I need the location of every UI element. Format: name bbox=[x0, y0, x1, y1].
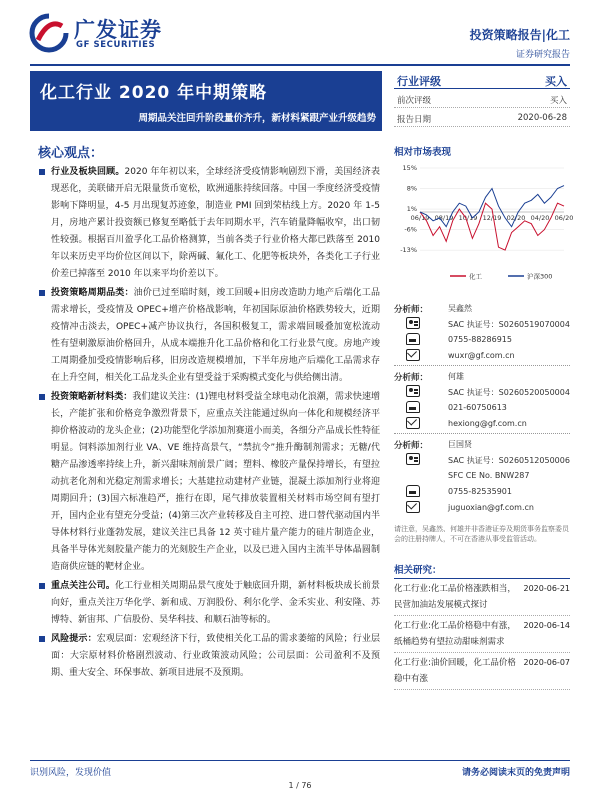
report-subtype: 证券研究报告 bbox=[515, 50, 570, 60]
chart-title: 相对市场表现 bbox=[394, 147, 452, 158]
rating-row-label: 前次评级 bbox=[397, 96, 432, 106]
related-title: 相关研究： bbox=[394, 562, 570, 579]
bullet-icon bbox=[39, 583, 45, 589]
x-tick-label: 04/20 bbox=[530, 214, 550, 222]
page-header bbox=[0, 0, 600, 70]
bullet-icon bbox=[39, 636, 45, 642]
analyst-email[interactable]: juguoxian@gf.com.cn bbox=[448, 503, 534, 512]
analyst-name-row bbox=[394, 436, 570, 452]
analyst-sac-row bbox=[394, 452, 570, 468]
analyst-sac: SAC 执证号：S0260519070004 bbox=[448, 320, 570, 329]
analyst-sfc-row bbox=[394, 468, 570, 484]
x-tick-label: 02/20 bbox=[506, 214, 526, 222]
series-line-chemical bbox=[420, 203, 564, 250]
mail-icon bbox=[406, 417, 420, 429]
paragraph-lead: 行业及板块回顾。 bbox=[51, 167, 125, 177]
related-item[interactable] bbox=[394, 616, 570, 653]
paragraph-text: 油价已过至暗时刻，竣工回暖+旧房改造助力地产后端化工品需求增长，受疫情及 OPEC+增产价格战影响，年初国际原油价格跌势较大，近期疫情冲击淡去，OPEC+减产协议执行，各国积极复工，需求端回暖叠加宽松流动性有望刺激原油价格回升，从成本端推升化工品价格和化工行业景气度。房地产竣工周期叠加受疫情影响后移，旧房改造规模增加，下半年房地产后端化工品需求存在上升空间，相关化工品龙头企业有望受益于采购模式变化与供给侧出清。 bbox=[51, 288, 380, 383]
analyst-disclaimer: 请注意，吴鑫然、何雄并非香港证券及期货事务监察委员会的注册持牌人，不可在香港从事受监管活动。 bbox=[394, 525, 569, 543]
header-divider bbox=[30, 64, 570, 66]
legend-label: 沪深300 bbox=[527, 272, 553, 281]
logo-text-en: GF SECURITIES bbox=[76, 40, 156, 50]
paragraph-lead: 投资策略周期品类： bbox=[51, 288, 134, 298]
id-card-icon bbox=[406, 317, 420, 329]
analyst-sfc: SFC CE No. BNW287 bbox=[448, 471, 530, 480]
analyst-email-row bbox=[394, 348, 570, 364]
analyst-sac: SAC 执证号：S0260520050004 bbox=[448, 388, 570, 397]
id-card-icon bbox=[406, 385, 420, 397]
paragraph-lead: 投资策略新材料类： bbox=[51, 392, 133, 402]
analyst-sac-row bbox=[394, 316, 570, 332]
phone-icon bbox=[406, 333, 420, 345]
related-item-title: 化工行业:油价回暖，化工品价格稳中有涨 bbox=[394, 658, 516, 684]
analyst-email[interactable]: hexiong@gf.com.cn bbox=[448, 419, 527, 428]
title-banner bbox=[30, 71, 382, 131]
rating-row-value: 买入 bbox=[549, 96, 567, 106]
legend-label: 化工 bbox=[469, 272, 482, 281]
divider bbox=[394, 433, 570, 434]
report-type: 投资策略报告|化工 bbox=[469, 28, 570, 42]
analyst-email[interactable]: wuxr@gf.com.cn bbox=[448, 351, 515, 360]
y-tick-label: -6% bbox=[404, 225, 417, 234]
phone-icon bbox=[406, 401, 420, 413]
rating-row-value: 2020-06-28 bbox=[517, 113, 567, 123]
core-paragraph bbox=[38, 631, 380, 682]
analyst-name-row bbox=[394, 300, 570, 316]
related-item-date: 2020-06-21 bbox=[523, 584, 570, 593]
relative-performance-chart bbox=[394, 160, 574, 286]
rating-header bbox=[394, 71, 570, 89]
y-tick-label: 1% bbox=[406, 205, 417, 214]
footer-divider bbox=[30, 760, 570, 761]
paragraph-text: 我们建议关注：(1)锂电材料受益全球电动化浪潮，需求快速增长，产能扩张和价格竞争激烈背景下，应重点关注能通过纵向一体化和规模经济平抑价格波动的龙头企业；(2)功能型化学添加剂赛道小而美，各细分产品成长性特征明显。饲料添加剂行业 VA、VE 维持高景气，“禁抗令”推升酶制剂需求；无糖/代糖产品渗透率持续上升，新兴甜味剂前景广阔；塑料、橡胶产量保持增长，有望拉动抗老化剂和光稳定剂需求增长；大基建拉动建材产业链，混凝土添加剂行业将迎周期回升；(3)国六标准趋严，推行在即，尾气排放装置相关材料市场空间有望打开，国内企业有望充分受益；(4)第三次产业转移及自主可控、进口替代驱动国内半导体材料行业蓬勃发展，建议关注已具备 12 英寸硅片量产能力的硅片制造企业，具备半导体光刻胶量产能力的光刻胶生产企业，以及已进入国内主流半导体晶圆制造商供应链的靶材企业。 bbox=[51, 392, 380, 572]
analyst-name-row bbox=[394, 368, 570, 384]
rating-label: 行业评级 bbox=[397, 75, 441, 88]
related-item[interactable] bbox=[394, 579, 570, 616]
analyst-name: 巨国贤 bbox=[448, 440, 472, 449]
related-item-date: 2020-06-14 bbox=[523, 621, 570, 630]
page-number: 1 / 76 bbox=[288, 781, 312, 790]
analyst-block bbox=[394, 300, 570, 368]
core-paragraph bbox=[38, 285, 380, 387]
analyst-label: 分析师： bbox=[394, 305, 429, 315]
related-research bbox=[394, 562, 570, 690]
bullet-icon bbox=[39, 169, 45, 175]
paragraph-lead: 重点关注公司。 bbox=[51, 581, 115, 591]
analyst-email-row bbox=[394, 416, 570, 432]
report-title: 化工行业 2020 年中期策略 bbox=[40, 83, 268, 103]
core-paragraph bbox=[38, 164, 380, 283]
mail-icon bbox=[406, 501, 420, 513]
core-title: 核心观点： bbox=[38, 146, 104, 161]
related-item-title: 化工行业:化工品价格涨跌相当，民营加油站发展模式探讨 bbox=[394, 584, 516, 610]
analyst-name: 吴鑫然 bbox=[448, 304, 472, 313]
related-item-title: 化工行业:化工品价格稳中有涨，纸桶趋势有望拉动甜味剂需求 bbox=[394, 621, 516, 647]
related-item[interactable] bbox=[394, 653, 570, 690]
paragraph-text: 化工行业相关周期品景气度处于触底回升期，新材料板块成长前景向好，重点关注万华化学、新和成、万润股份、利尔化学、金禾实业、利安隆、苏博特、新宙邦、广信股份、昊华科技、和顺石油等标的。 bbox=[51, 581, 380, 625]
analyst-block bbox=[394, 368, 570, 436]
analyst-email-row bbox=[394, 500, 570, 516]
core-paragraph bbox=[38, 389, 380, 576]
bullet-icon bbox=[39, 394, 45, 400]
x-tick-label: 06/20 bbox=[554, 214, 574, 222]
paragraph-lead: 风险提示： bbox=[51, 634, 97, 644]
divider bbox=[394, 365, 570, 366]
rating-row bbox=[394, 108, 570, 127]
logo-text-cn: 广发证券 bbox=[74, 18, 162, 42]
analyst-phone: 021-60750613 bbox=[448, 403, 507, 412]
rating-value: 买入 bbox=[545, 75, 567, 88]
rating-box bbox=[394, 71, 570, 127]
x-tick-label: 08/19 bbox=[434, 214, 454, 222]
related-item-date: 2020-06-07 bbox=[523, 658, 570, 667]
analyst-phone: 0755-82535901 bbox=[448, 487, 512, 496]
analyst-name: 何雄 bbox=[448, 372, 464, 381]
paragraph-text: 宏观层面：宏观经济下行，致使相关化工品的需求萎缩的风险；行业层面：大宗原材料价格剧烈波动、行业政策波动风险；公司层面：公司盈利不及预期、重大安全、环保事故、新项目进展不及预期。 bbox=[51, 634, 380, 678]
core-paragraph bbox=[38, 578, 380, 629]
id-card-icon bbox=[406, 453, 420, 465]
x-tick-label: 06/19 bbox=[410, 214, 430, 222]
rating-row-label: 报告日期 bbox=[397, 115, 432, 125]
analyst-phone-row bbox=[394, 332, 570, 348]
analyst-phone-row bbox=[394, 484, 570, 500]
y-tick-label: 8% bbox=[406, 184, 417, 193]
y-tick-label: 15% bbox=[402, 164, 417, 172]
analyst-sac: SAC 执证号：S0260512050006 bbox=[448, 456, 570, 465]
analyst-sac-row bbox=[394, 384, 570, 400]
footer-slogan: 识别风险，发现价值 bbox=[30, 768, 112, 778]
gf-logo-icon bbox=[30, 14, 68, 52]
analyst-block bbox=[394, 436, 570, 516]
chart-svg bbox=[394, 160, 574, 286]
x-tick-label: 10/19 bbox=[458, 214, 478, 222]
report-subtitle: 周期品关注回升阶段量价齐升，新材料紧跟产业升级趋势 bbox=[138, 113, 376, 124]
analyst-phone-row bbox=[394, 400, 570, 416]
x-tick-label: 12/19 bbox=[482, 214, 502, 222]
analyst-phone: 0755-88286915 bbox=[448, 335, 512, 344]
core-body bbox=[38, 164, 380, 684]
paragraph-text: 2020 年年初以来，全球经济受疫情影响剧烈下滑，美国经济表现恶化，美联储开启无限量货币宽松，欧洲通胀持续回落。中国一季度经济受疫情影响下降明显，4-5 月出现复苏迹象，制造业 PMI 回到荣枯线上方。2020 年 1-5 月，房地产累计投资额已修复至略低于去年同期水平，汽车销量降幅收窄，出口韧性较强。根据百川盈孚化工品价格测算，当前各类子行业价格大都已跌落至 2010 年以来历史平均价位区间以下，除两碱、氟化工、化肥等板块外，各类化工子行业价差已掉落至 2010 年以来平均价差以下。 bbox=[51, 167, 380, 279]
phone-icon bbox=[406, 485, 420, 497]
mail-icon bbox=[406, 349, 420, 361]
bullet-icon bbox=[39, 290, 45, 296]
analyst-label: 分析师： bbox=[394, 441, 429, 451]
y-tick-label: -13% bbox=[400, 246, 417, 255]
rating-row bbox=[394, 89, 570, 108]
analyst-label: 分析师： bbox=[394, 373, 429, 383]
footer-disclaimer-note: 请务必阅读末页的免责声明 bbox=[461, 768, 570, 778]
